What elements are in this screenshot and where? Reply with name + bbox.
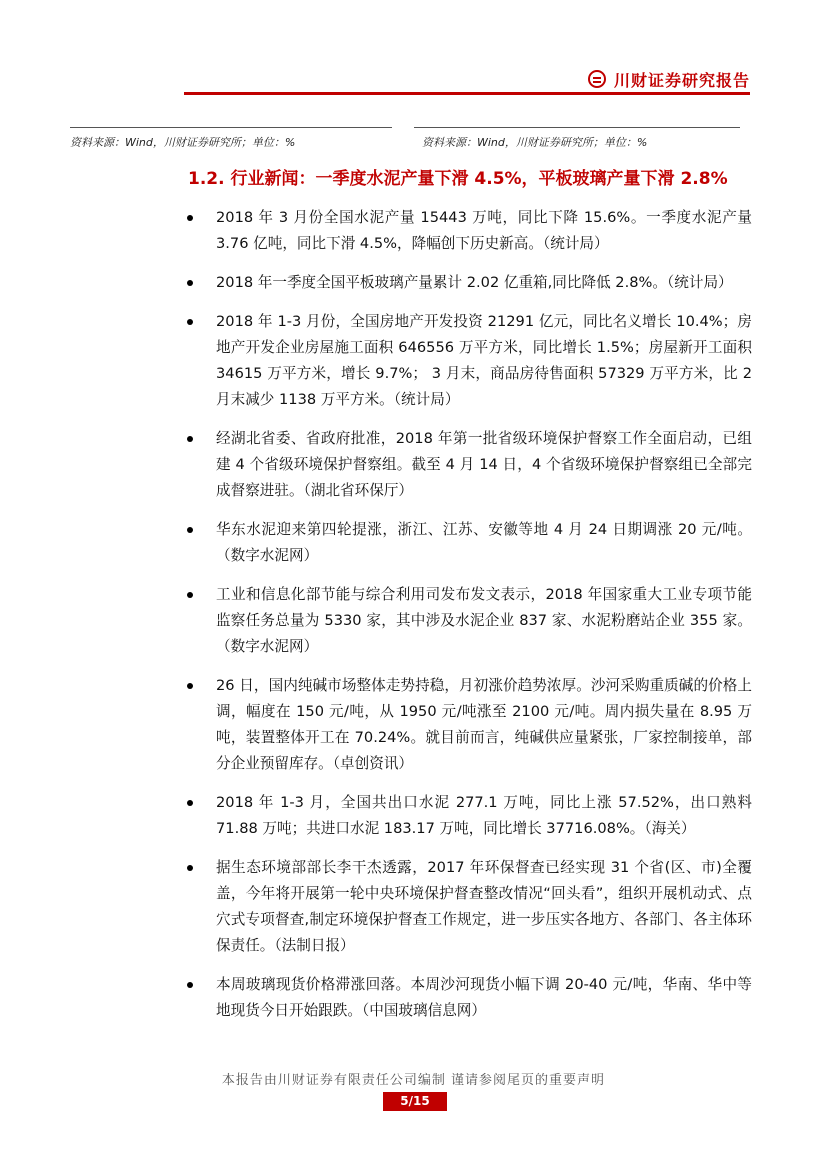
section-heading: 1.2. 行业新闻：一季度水泥产量下滑 4.5%，平板玻璃产量下滑 2.8% bbox=[188, 169, 728, 189]
header-divider bbox=[184, 92, 750, 95]
news-list bbox=[184, 205, 752, 1037]
brand-title: 川财证券研究报告 bbox=[614, 70, 751, 90]
news-item-10 bbox=[184, 972, 752, 1024]
source-note-left: 资料来源：Wind，川财证券研究所；单位：% bbox=[70, 136, 296, 149]
news-item-3 bbox=[184, 309, 752, 413]
news-text: 2018 年一季度全国平板玻璃产量累计 2.02 亿重箱,同比降低 2.8%。（统计局） bbox=[216, 274, 733, 291]
bullet-icon bbox=[187, 592, 193, 598]
news-text: 本周玻璃现货价格滞涨回落。本周沙河现货小幅下调 20-40 元/吨，华南、华中等地现货今日开始跟跌。（中国玻璃信息网） bbox=[216, 976, 752, 1019]
news-text: 经湖北省委、省政府批准，2018 年第一批省级环境保护督察工作全面启动，已组建 4 个省级环境保护督察组。截至 4 月 14 日，4 个省级环境保护督察组已全部完成督察进驻。（湖北省环保厅） bbox=[216, 430, 752, 499]
news-text: 华东水泥迎来第四轮提涨，浙江、江苏、安徽等地 4 月 24 日期调涨 20 元/吨。（数字水泥网） bbox=[216, 521, 752, 564]
news-text: 2018 年 1-3 月份，全国房地产开发投资 21291 亿元，同比名义增长 10.4%；房地产开发企业房屋施工面积 646556 万平方米，同比增长 1.5%；房屋新开工面积 34615 万平方米，增长 9.7%； 3 月末，商品房待售面积 57329 万平方米，比 2 月末减少 1138 万平方米。（统计局） bbox=[216, 313, 752, 408]
report-brand bbox=[588, 68, 750, 90]
news-item-8 bbox=[184, 790, 752, 842]
company-logo-icon bbox=[588, 70, 606, 88]
source-divider-left bbox=[70, 127, 392, 128]
news-item-7 bbox=[184, 673, 752, 777]
footer-disclaimer: 本报告由川财证券有限责任公司编制 谨请参阅尾页的重要声明 bbox=[221, 1073, 606, 1088]
bullet-icon bbox=[187, 527, 193, 533]
bullet-icon bbox=[187, 982, 193, 988]
page-number: 5/15 bbox=[383, 1092, 447, 1111]
source-note-right: 资料来源：Wind，川财证券研究所；单位：% bbox=[422, 136, 648, 149]
news-item-5 bbox=[184, 517, 752, 569]
news-text: 2018 年 3 月份全国水泥产量 15443 万吨，同比下降 15.6%。一季度水泥产量 3.76 亿吨，同比下滑 4.5%，降幅创下历史新高。（统计局） bbox=[216, 209, 752, 252]
bullet-icon bbox=[187, 215, 193, 221]
news-text: 据生态环境部部长李干杰透露，2017 年环保督查已经实现 31 个省(区、市)全覆盖，今年将开展第一轮中央环境保护督查整改情况“回头看”，组织开展机动式、点穴式专项督查,制定环境保护督查工作规定，进一步压实各地方、各部门、各主体环保责任。（法制日报） bbox=[216, 859, 752, 954]
source-divider-right bbox=[414, 127, 740, 128]
news-text: 2018 年 1-3 月，全国共出口水泥 277.1 万吨，同比上涨 57.52%，出口熟料 71.88 万吨；共进口水泥 183.17 万吨，同比增长 37716.08%。（海关） bbox=[216, 794, 752, 837]
news-item-6 bbox=[184, 582, 752, 660]
bullet-icon bbox=[187, 280, 193, 286]
bullet-icon bbox=[187, 800, 193, 806]
news-text: 工业和信息化部节能与综合利用司发布发文表示，2018 年国家重大工业专项节能监察任务总量为 5330 家，其中涉及水泥企业 837 家、水泥粉磨站企业 355 家。（数字水泥网） bbox=[216, 586, 752, 655]
news-item-2 bbox=[184, 270, 752, 296]
news-item-1 bbox=[184, 205, 752, 257]
bullet-icon bbox=[187, 436, 193, 442]
news-item-4 bbox=[184, 426, 752, 504]
news-text: 26 日，国内纯碱市场整体走势持稳，月初涨价趋势浓厚。沙河采购重质碱的价格上调，幅度在 150 元/吨，从 1950 元/吨涨至 2100 元/吨。周内损失量在 8.95 万吨，装置整体开工在 70.24%。就目前而言，纯碱供应量紧张，厂家控制接单，部分企业预留库存。（卓创资讯） bbox=[216, 677, 752, 772]
bullet-icon bbox=[187, 865, 193, 871]
bullet-icon bbox=[187, 319, 193, 325]
bullet-icon bbox=[187, 683, 193, 689]
news-item-9 bbox=[184, 855, 752, 959]
